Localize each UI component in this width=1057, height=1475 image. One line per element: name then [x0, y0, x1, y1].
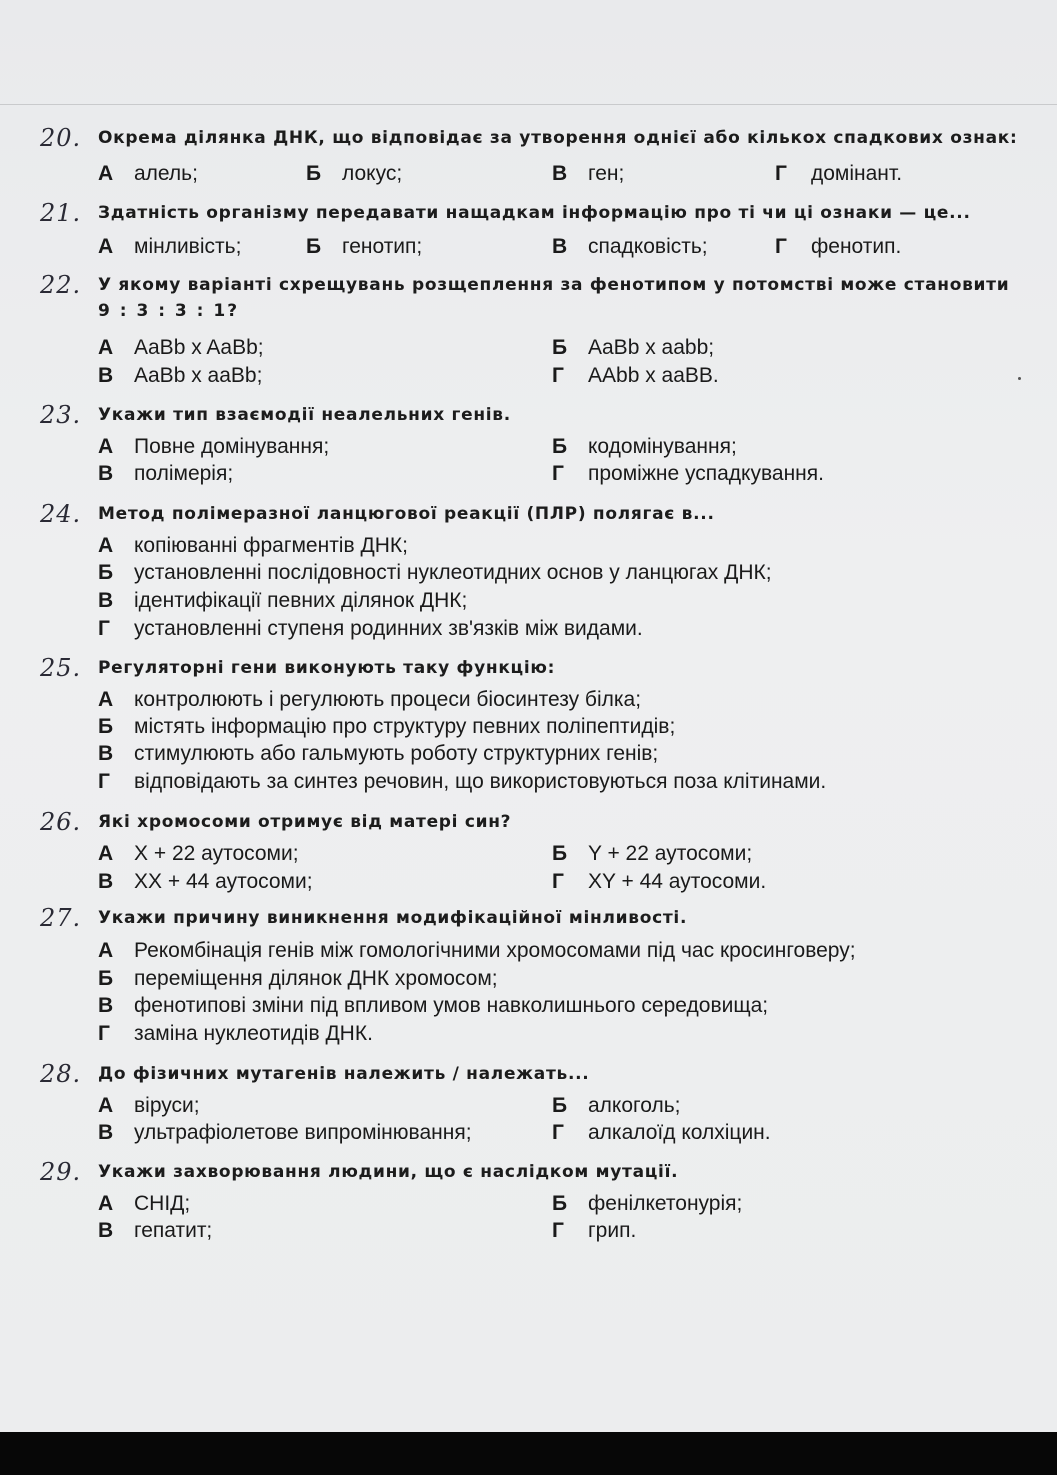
- option-d: Г фенотип.: [775, 235, 902, 258]
- option-c: В гепатит;: [98, 1219, 213, 1242]
- option-b: Б містять інформацію про структуру певних поліпептидів;: [98, 715, 676, 738]
- option-d: Г домінант.: [775, 162, 903, 185]
- option-d: Г алкалоїд колхіцин.: [552, 1121, 771, 1144]
- option-a: А алель;: [98, 162, 198, 185]
- option-c: В ультрафіолетове випромінювання;: [98, 1121, 472, 1144]
- question-number: 29.: [40, 1158, 82, 1186]
- option-a: А контролюють і регулюють процеси біосинтезу білка;: [98, 688, 642, 711]
- option-a: А копіюванні фрагментів ДНК;: [98, 534, 408, 557]
- option-b: Б алкоголь;: [552, 1094, 681, 1117]
- option-b: Б Y + 22 аутосоми;: [552, 842, 753, 865]
- option-a: А AaBb x AaBb;: [98, 336, 264, 359]
- paper-speck: [1018, 377, 1021, 380]
- question-number: 21.: [40, 199, 82, 227]
- question-number: 26.: [40, 808, 82, 836]
- question-text: Укажи захворювання людини, що є наслідком мутації.: [98, 1162, 679, 1182]
- question-number: 22.: [40, 271, 82, 299]
- question-number: 20.: [40, 124, 82, 152]
- option-b: Б фенілкетонурія;: [552, 1192, 743, 1215]
- option-a: А X + 22 аутосоми;: [98, 842, 299, 865]
- option-b: Б переміщення ділянок ДНК хромосом;: [98, 967, 498, 990]
- option-b: Б AaBb x aabb;: [552, 336, 715, 359]
- option-c: В ген;: [552, 162, 625, 185]
- option-b: Б локус;: [306, 162, 403, 185]
- question-text: До фізичних мутагенів належить / належать...: [98, 1064, 590, 1084]
- option-a: А віруси;: [98, 1094, 200, 1117]
- option-c: В фенотипові зміни під впливом умов навколишнього середовища;: [98, 994, 769, 1017]
- option-c: В спадковість;: [552, 235, 708, 258]
- question-text: Які хромосоми отримує від матері син?: [98, 812, 512, 832]
- option-b: Б установленні послідовності нуклеотидних основ у ланцюгах ДНК;: [98, 561, 772, 584]
- question-number: 25.: [40, 654, 82, 682]
- question-text: Укажи причину виникнення модифікаційної мінливості.: [98, 908, 688, 928]
- question-text: Регуляторні гени виконують таку функцію:: [98, 658, 556, 678]
- option-c: В AaBb x aaBb;: [98, 364, 263, 387]
- option-a: А Повне домінування;: [98, 435, 330, 458]
- option-b: Б кодомінування;: [552, 435, 737, 458]
- option-d: Г відповідають за синтез речовин, що використовуються поза клітинами.: [98, 770, 827, 793]
- question-number: 27.: [40, 904, 82, 932]
- bottom-black-border: [0, 1432, 1057, 1475]
- question-text-ratio: 9 : 3 : 3 : 1?: [98, 301, 240, 321]
- question-text: Здатність організму передавати нащадкам інформацію про ті чи ці ознаки — це...: [98, 203, 971, 223]
- option-a: А СНІД;: [98, 1192, 191, 1215]
- question-text: У якому варіанті схрещувань розщеплення за фенотипом у потомстві може становити: [98, 275, 1010, 295]
- question-number: 28.: [40, 1060, 82, 1088]
- option-c: В стимулюють або гальмують роботу структурних генів;: [98, 742, 659, 765]
- question-text: Метод полімеразної ланцюгової реакції (ПЛР) полягає в...: [98, 504, 715, 524]
- option-d: Г XY + 44 аутосоми.: [552, 870, 767, 893]
- question-number: 23.: [40, 401, 82, 429]
- question-number: 24.: [40, 500, 82, 528]
- option-d: Г заміна нуклеотидів ДНК.: [98, 1022, 373, 1045]
- question-text: Укажи тип взаємодії неалельних генів.: [98, 405, 511, 425]
- option-c: В полімерія;: [98, 462, 234, 485]
- option-d: Г грип.: [552, 1219, 637, 1242]
- option-d: Г проміжне успадкування.: [552, 462, 824, 485]
- option-c: В ідентифікації певних ділянок ДНК;: [98, 589, 468, 612]
- option-b: Б генотип;: [306, 235, 423, 258]
- top-divider: [0, 104, 1057, 105]
- option-a: А мінливість;: [98, 235, 242, 258]
- option-d: Г AAbb x aaBB.: [552, 364, 719, 387]
- option-c: В XX + 44 аутосоми;: [98, 870, 313, 893]
- option-d: Г установленні ступеня родинних зв'язків між видами.: [98, 617, 643, 640]
- question-text: Окрема ділянка ДНК, що відповідає за утворення однієї або кількох спадкових ознак:: [98, 128, 1018, 148]
- option-a: А Рекомбінація генів між гомологічними хромосомами під час кросинговеру;: [98, 939, 856, 962]
